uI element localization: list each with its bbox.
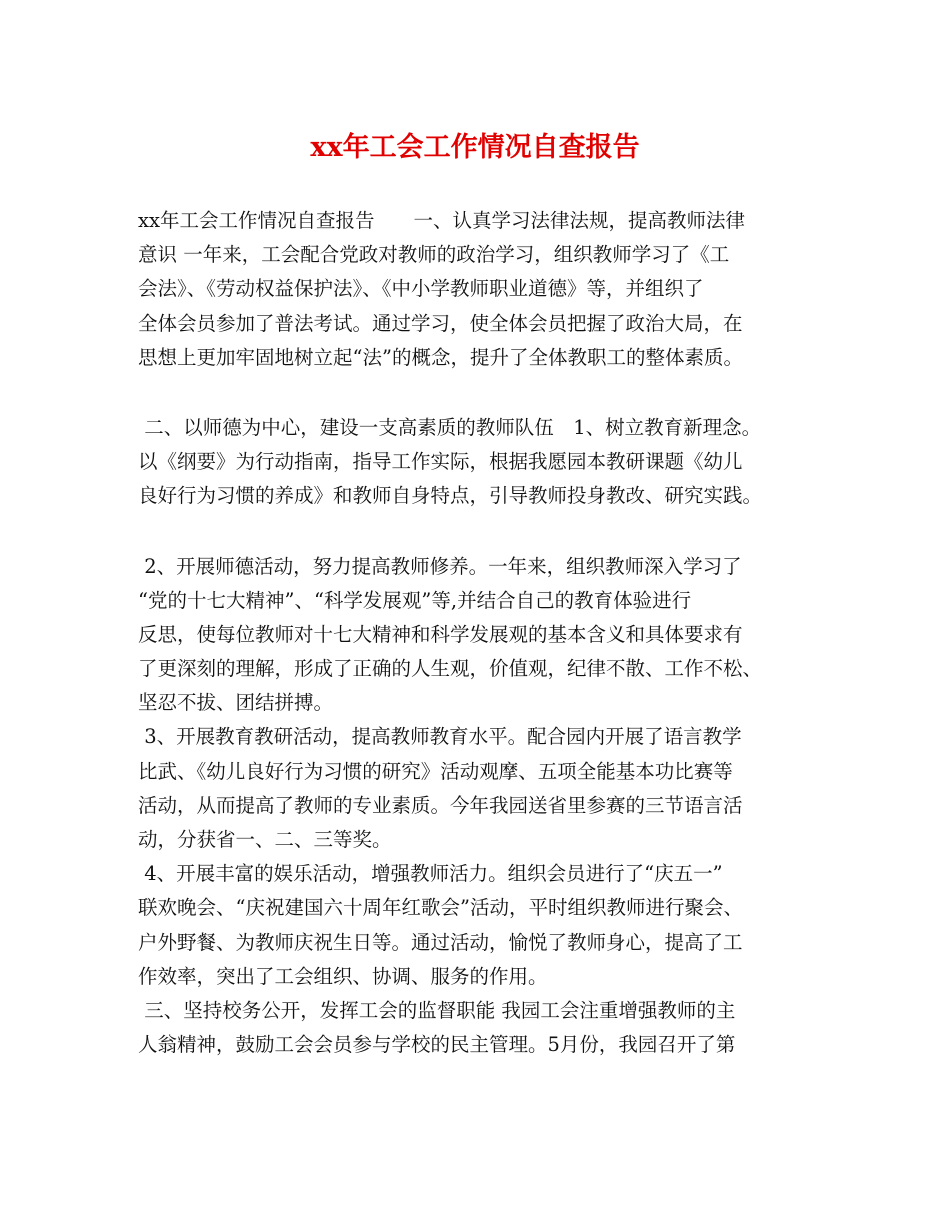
body-line: 以《纲要》为行动指南，指导工作实际，根据我愿园本教研课题《幼儿 <box>138 450 743 474</box>
body-line: 会法》、《劳动权益保护法》、《中小学教师职业道德》等，并组织了 <box>138 277 704 301</box>
paragraph-gap <box>138 514 828 550</box>
body-line: 坚忍不拔、团结拼搏。 <box>138 691 334 715</box>
document-title: xx年工会工作情况自查报告 <box>310 132 640 163</box>
body-line: 作效率，突出了工会组织、协调、服务的作用。 <box>138 964 548 988</box>
body-line: 4、开展丰富的娱乐活动，增强教师活力。组织会员进行了“庆五一” <box>138 862 723 886</box>
body-line: 意识 一年来，工会配合党政对教师的政治学习，组织教师学习了《工 <box>138 243 730 267</box>
body-line: “党的十七大精神”、“科学发展观”等,并结合自己的教育体验进行 <box>138 588 692 612</box>
body-line: xx年工会工作情况自查报告 一、认真学习法律法规，提高教师法律 <box>138 209 745 232</box>
body-line: 活动，从而提高了教师的专业素质。今年我园送省里参赛的三节语言活 <box>138 793 743 817</box>
body-line: 思想上更加牢固地树立起“法”的概念，提升了全体教职工的整体素质。 <box>138 345 743 369</box>
body-line: 良好行为习惯的养成》和教师自身特点，引导教师投身教改、研究实践。 <box>138 484 763 508</box>
document-body <box>138 204 828 1062</box>
body-line: 二、以师德为中心，建设一支高素质的教师队伍 1、树立教育新理念。 <box>138 415 762 439</box>
paragraph-gap <box>138 375 828 411</box>
body-line: 反思，使每位教师对十七大精神和科学发展观的基本含义和具体要求有 <box>138 622 743 646</box>
body-line: 人翁精神，鼓励工会会员参与学校的民主管理。5月份，我园召开了第 <box>138 1033 736 1057</box>
body-line: 动，分获省一、二、三等奖。 <box>138 828 392 851</box>
body-line: 联欢晚会、“庆祝建国六十周年红歌会”活动，平时组织教师进行聚会、 <box>138 896 743 920</box>
body-line: 比武、《幼儿良好行为习惯的研究》活动观摩、五项全能基本功比赛等 <box>138 759 733 783</box>
body-line: 3、开展教育教研活动，提高教师教育水平。配合园内开展了语言教学 <box>138 725 742 749</box>
body-line: 全体会员参加了普法考试。通过学习，使全体会员把握了政治大局，在 <box>138 311 743 335</box>
body-line: 三、坚持校务公开，发挥工会的监督职能 我园工会注重增强教师的主 <box>138 998 736 1022</box>
body-line: 了更深刻的理解，形成了正确的人生观，价值观，纪律不散、工作不松、 <box>138 657 763 681</box>
body-line: 2、开展师德活动，努力提高教师修养。一年来，组织教师深入学习了 <box>138 554 742 578</box>
body-line: 户外野餐、为教师庆祝生日等。通过活动，愉悦了教师身心，提高了工 <box>138 930 743 954</box>
